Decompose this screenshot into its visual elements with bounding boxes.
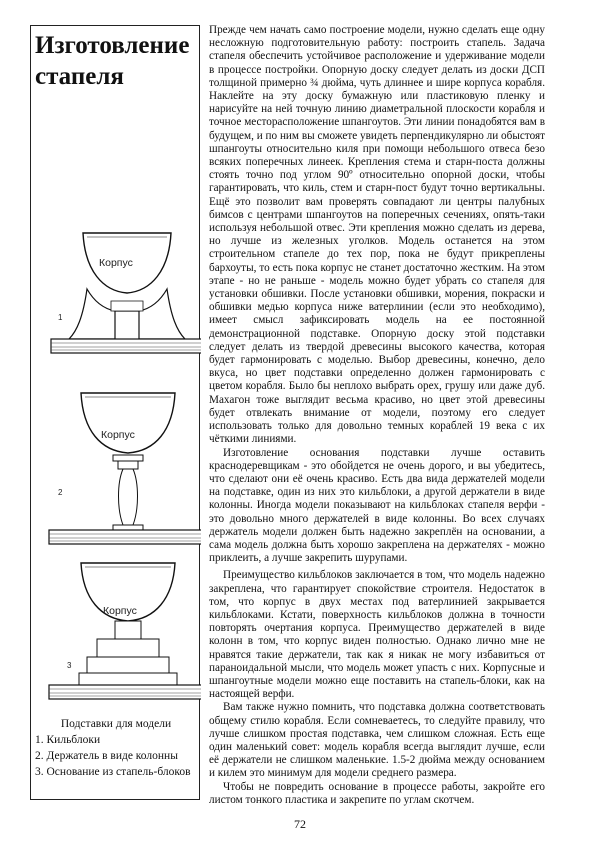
figure-keel-blocks xyxy=(31,231,201,381)
sidebar-box xyxy=(30,25,200,800)
paragraph: Вам также нужно помнить, что подставка должна соответствовать общему стилю корабля. Если сомневаетесь, то следуйте правилу, что лучше слишком простая подставка, чем слишком сложная. Есть еще один маленький совет: модель корабля всегда выглядит лучше, если её держатели не слишком маленькие. 1.5-2 дюйма между основанием и килем это минимум для модели среднего размера. xyxy=(209,701,545,780)
paragraph: Прежде чем начать само построение модели, нужно сделать еще одну несложную подготовительную работу: построить стапель. Задача стапеля обеспечить устойчивое расположение и удерживание модели в процессе постройки. Опорную доску следует делать из доски ДСП толщиной примерно ¾ дюйма, чуть длиннее и шире корпуса корабля. Наклейте на эту доску бумажную или пластиковую пленку и нарисуйте на ней точную линию диаметральной плоскости корабля и точное месторасположение шпангоутов. Эти линии понадобятся вам в будущем, и по ним вы сможете увидеть перпендикулярно ли обыстоят шпангоуты относительно киля при помощи небольшого отвеса безо всяких поперечных линеек. Крепления стема и старн-поста должны стоять точно под углом 90º относительно опорной доски, чтобы гарантировать, что киль, стем и старн-пост будут точно вертикальны. Ещё это позволит вам проверять совпадают ли центры палубных бимсов с центрами шпангоутов на поперечных сечениях, опять-таки используя небольшой отвес. Эти крепления можно сделать из дерева, но лучше из железных уголков. Модель останется на этом строительном стапеле до тех пор, пока не будут прикреплены бархоуты, то есть пока корпус не станет достаточно жестким. На этом этапе - но не раньше - модель можно будет убрать со стапеля для установки обшивки. После установки обшивки, морения, покраски и обшивки медью корпуса ниже ватерлинии (если это необходимо), имеет смысл зафиксировать модель на ее постоянной демонстрационной подставке. Опорную доску этой подставки следует делать из твердой древесины высокого качества, которая будет гармонировать с моделью. Выбор древесины, конечно, дело вкуса, но цвет подставки определенно должен гармонировать с цветом корабля. Было бы неплохо выбрать орех, грушу или даже дуб. Махагон тоже выглядит весьма красиво, но цвет этой древесины будет отвлекать внимание от модели, поэтому его следует использовать только для довольно темных кораблей 19 века с их чёткими линиями. xyxy=(209,24,545,446)
figure-1-number: 1 xyxy=(58,313,63,322)
caption-item: 1. Кильблоки xyxy=(35,734,101,746)
page-number: 72 xyxy=(294,817,306,831)
figure-caption xyxy=(33,716,199,780)
column-holder-illustration xyxy=(31,391,201,551)
page-title: Изготовление стапеля xyxy=(35,32,190,90)
figure-building-blocks xyxy=(31,561,201,711)
figure-column-holder xyxy=(31,391,201,551)
paragraph: Преимущество кильблоков заключается в том, что модель надежно закреплена, что гарантирует спокойствие строителя. Недостаток в том, что корпус в двух местах под ватерлинией закрывается кильблоками. Кстати, поверхность кильблоков должна в точности повторять очертания корпуса. Преимущество держателей в виде колонн в том, что корпус виден полностью. Однако лично мне не нравятся такие держатели, так как я никак не могу избавиться от параноидальной мысли, что модель может упасть с них. Корпусные и шпангоутные модели можно еще поставить на стапель-блоки, как на настоящей верфи. xyxy=(209,569,545,701)
building-blocks-illustration xyxy=(31,561,201,711)
article-body xyxy=(209,24,545,807)
figure-2-number: 2 xyxy=(58,488,63,497)
caption-title: Подставки для модели xyxy=(60,718,172,730)
figure-3-number: 3 xyxy=(67,661,72,670)
caption-item: 2. Держатель в виде колонны xyxy=(35,750,178,762)
figure-2-hull-label: Корпус xyxy=(101,429,135,441)
paragraph: Изготовление основания подставки лучше оставить краснодеревщикам - это обойдется не очень дорого, и вы убедитесь, что сделают они её очень красиво. Есть два вида держателей модели на подставке, один из них это кильблоки, а другой держатели в виде колонны. Иногда модели показывают на кильблоках стапеля верфи - это довольно много держателей в виде колонны. Во всех случаях держатель модели должен быть надежно закреплён на основании, а сама модель должна быть хорошо закреплена на держателях - можно приклеить, а лучше закрепить шурупами. xyxy=(209,446,545,565)
keel-blocks-illustration xyxy=(31,231,201,381)
paragraph: Чтобы не повредить основание в процессе работы, закройте его листом тонкого пластика и закрепите по углам скотчем. xyxy=(209,780,545,806)
figure-3-hull-label: Корпус xyxy=(103,605,137,617)
figure-1-hull-label: Корпус xyxy=(99,257,133,269)
caption-item: 3. Основание из стапель-блоков xyxy=(35,766,191,778)
